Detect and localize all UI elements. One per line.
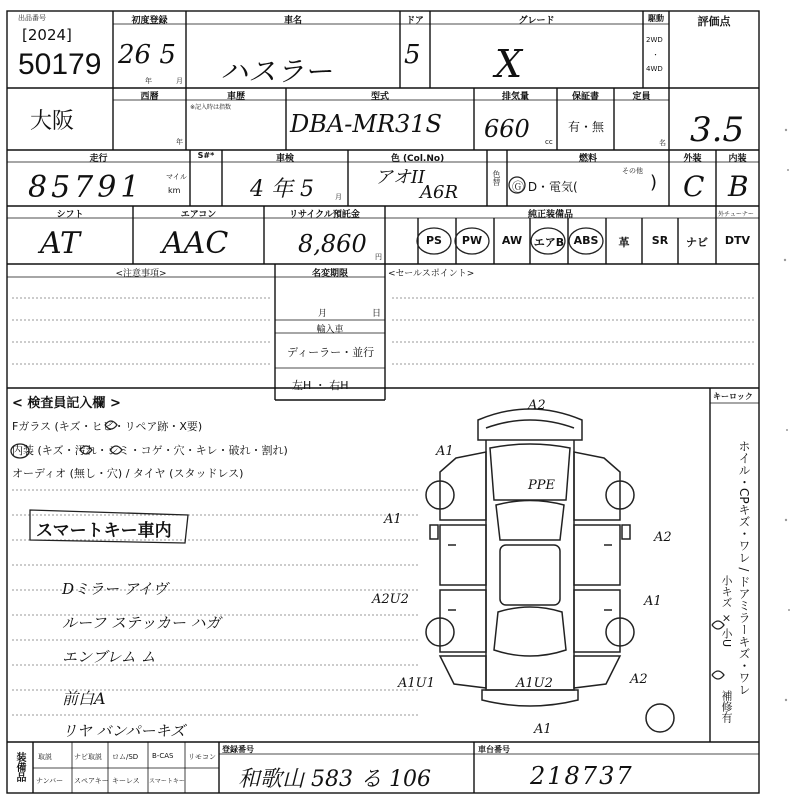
equipment-label: 純正装備品 (527, 210, 573, 220)
fuel-label: 燃料 (578, 154, 597, 164)
key-lock-label: キーロック (713, 392, 753, 401)
inspector-title: < 検査員記入欄 > (12, 396, 121, 411)
mark-rear-bumper: A1U2 (516, 676, 553, 691)
footer-spare-key: スペアキー (74, 777, 109, 785)
warranty-value: 有・無 (568, 120, 605, 134)
drive-dot: ・ (652, 51, 659, 59)
name-change-month: 月 (318, 309, 328, 319)
color-value: アオII (375, 167, 426, 188)
footer-plate: ナンバー (36, 777, 64, 785)
mark-front-bumper: A2 (528, 398, 546, 413)
capacity-label: 定員 (632, 92, 651, 102)
grade-value: X (495, 42, 523, 86)
color-no: A6R (420, 182, 459, 203)
car-history-note: ※記入時は指数 (190, 104, 232, 111)
rating-label: 評価点 (697, 15, 731, 28)
mark-rear-panel: A1 (534, 722, 552, 737)
exterior-value: C (683, 170, 705, 203)
color-side-label: 色替 (492, 170, 501, 186)
mark-left-mirror: A1 (384, 512, 402, 527)
displacement-label: 排気量 (501, 92, 529, 102)
note-front: 前白A (62, 689, 106, 708)
door-label: ドア (406, 16, 424, 26)
cc-unit: cc (545, 138, 553, 146)
interior-value: B (728, 170, 749, 203)
note-rear-bumper: リヤ バンパーキズ (62, 722, 186, 740)
drive-2wd: 2WD (646, 36, 663, 44)
foreign-tuner-label: 外チューナー (718, 211, 754, 218)
first-reg-label: 初度登録 (131, 16, 168, 26)
sales-point-label: <セールスポイント> (388, 269, 475, 279)
mark-right-rear-fender: A2 (630, 672, 648, 687)
footer-bcas: B-CAS (152, 752, 174, 760)
displacement-value: 660 (484, 115, 530, 143)
note-door-mirror: Dミラー アイヴ (62, 580, 168, 598)
mark-hood: PPE (528, 478, 555, 493)
fuel-options: Ⓖ D・電気( (512, 180, 578, 194)
name-change-label: 名変期限 (311, 269, 348, 279)
drive-label: 駆動 (648, 14, 664, 23)
side-small-scratch: 小キズ × (720, 575, 733, 625)
western-year-label: 西暦 (140, 92, 159, 102)
side-small-dent: 小U (720, 628, 733, 648)
import-label: 輸入車 (316, 325, 344, 335)
type-value: DBA-MR31S (290, 110, 442, 138)
model-name-label: 車名 (283, 16, 302, 26)
footer-manual: 取説 (38, 753, 52, 761)
name-change-day: 日 (372, 309, 382, 319)
footer-smart-key: スマートキー (149, 778, 185, 785)
steering-label: 左H ・ 右H (292, 379, 349, 392)
side-vertical-text: ホイル・CPキズ・ワレ / ドアミラーキズ・ワレ (737, 440, 751, 696)
venue-label: 出品番号 (18, 14, 46, 22)
mile-unit: マイル (166, 173, 187, 181)
equip-navi: ナビ (686, 236, 708, 249)
ac-label: エアコン (180, 210, 217, 220)
year-badge: [2024] (22, 26, 72, 44)
first-reg-year-unit: 年 (145, 77, 152, 85)
equip-airbag: エアB (533, 236, 565, 249)
warranty-label: 保証書 (571, 92, 599, 102)
drive-4wd: 4WD (646, 65, 663, 73)
equip-abs: ABS (573, 234, 599, 247)
door-value: 5 (404, 40, 421, 70)
km-unit: km (168, 186, 181, 195)
reg-number-value: 和歌山 583 る 106 (238, 767, 431, 792)
mark-left-front-fender: A1 (436, 444, 454, 459)
equip-ps: PS (426, 234, 442, 247)
caution-label: <注意事項> (115, 269, 167, 279)
glass-line: Fガラス (キズ・ヒビ・リペア跡・X要) (12, 420, 203, 433)
mark-right-rear-door: A1 (644, 594, 662, 609)
mileage-label: 走行 (89, 154, 108, 164)
equip-dtv: DTV (724, 234, 751, 247)
inspection-value: 4 年 5 (250, 177, 314, 202)
mark-right-front-door: A2 (654, 530, 672, 545)
grade-label: グレード (518, 16, 555, 26)
interior-damage-line: 内装 (キズ・汚れ・シミ・コゲ・穴・キレ・破れ・割れ) (12, 444, 288, 457)
chassis-value: 218737 (530, 762, 634, 790)
first-reg-month-unit: 月 (176, 77, 183, 85)
recycle-value: 8,860 (298, 230, 367, 258)
location: 大阪 (30, 109, 75, 134)
footer-rom-sd: ロム/SD (112, 753, 139, 761)
lot-number: 50179 (18, 48, 102, 81)
footer-navi-manual: ナビ取説 (74, 753, 102, 761)
shift-value: AT (40, 226, 81, 261)
mileage-value: 85791 (28, 170, 144, 205)
note-roof-sticker: ルーフ ステッカー ハガ (62, 614, 221, 632)
fuel-other: その他 (622, 167, 643, 175)
type-label: 型式 (370, 92, 389, 102)
mark-left-rear-door: A2U2 (372, 592, 409, 607)
ac-value: AAC (162, 226, 229, 261)
fuel-close: ) (650, 172, 658, 193)
color-label: 色 (Col.No) (390, 154, 445, 164)
dealer-label: ディーラー・並行 (287, 346, 375, 359)
interior-label: 内装 (728, 154, 747, 164)
reg-number-label: 登録番号 (222, 745, 254, 754)
inspection-month-unit: 月 (335, 193, 342, 201)
footer-keyless: キーレス (112, 777, 140, 785)
smart-key-note: スマートキー車内 (36, 521, 172, 541)
exterior-label: 外装 (683, 154, 702, 164)
model-name-value: ハスラー (220, 55, 333, 88)
shift-label: シフト (56, 210, 84, 220)
equip-pw: PW (461, 234, 483, 247)
western-year-unit: 年 (176, 138, 183, 146)
inspection-label: 車検 (275, 154, 294, 164)
audio-tire-line: オーディオ (無し・穴) / タイヤ (スタッドレス) (12, 467, 244, 480)
equip-aw: AW (501, 234, 523, 247)
capacity-unit: 名 (659, 139, 666, 147)
recycle-label: リサイクル預託金 (289, 210, 360, 220)
side-repair: 補修有 (720, 690, 733, 723)
footer-equipment-label: 装備品 (14, 752, 25, 782)
sharp-label: S#* (197, 151, 215, 160)
chassis-label: 車台番号 (478, 745, 510, 754)
equip-leather: 革 (618, 236, 630, 249)
mark-left-rear-fender: A1U1 (398, 676, 435, 691)
first-reg-value: 26 5 (118, 40, 176, 70)
car-history-label: 車歴 (226, 92, 245, 102)
equip-sunroof: SR (651, 234, 669, 247)
note-emblem: エンブレム ム (62, 648, 156, 666)
footer-remote: リモコン (188, 753, 216, 761)
yen-unit: 円 (375, 253, 382, 261)
rating-value: 3.5 (690, 110, 745, 150)
